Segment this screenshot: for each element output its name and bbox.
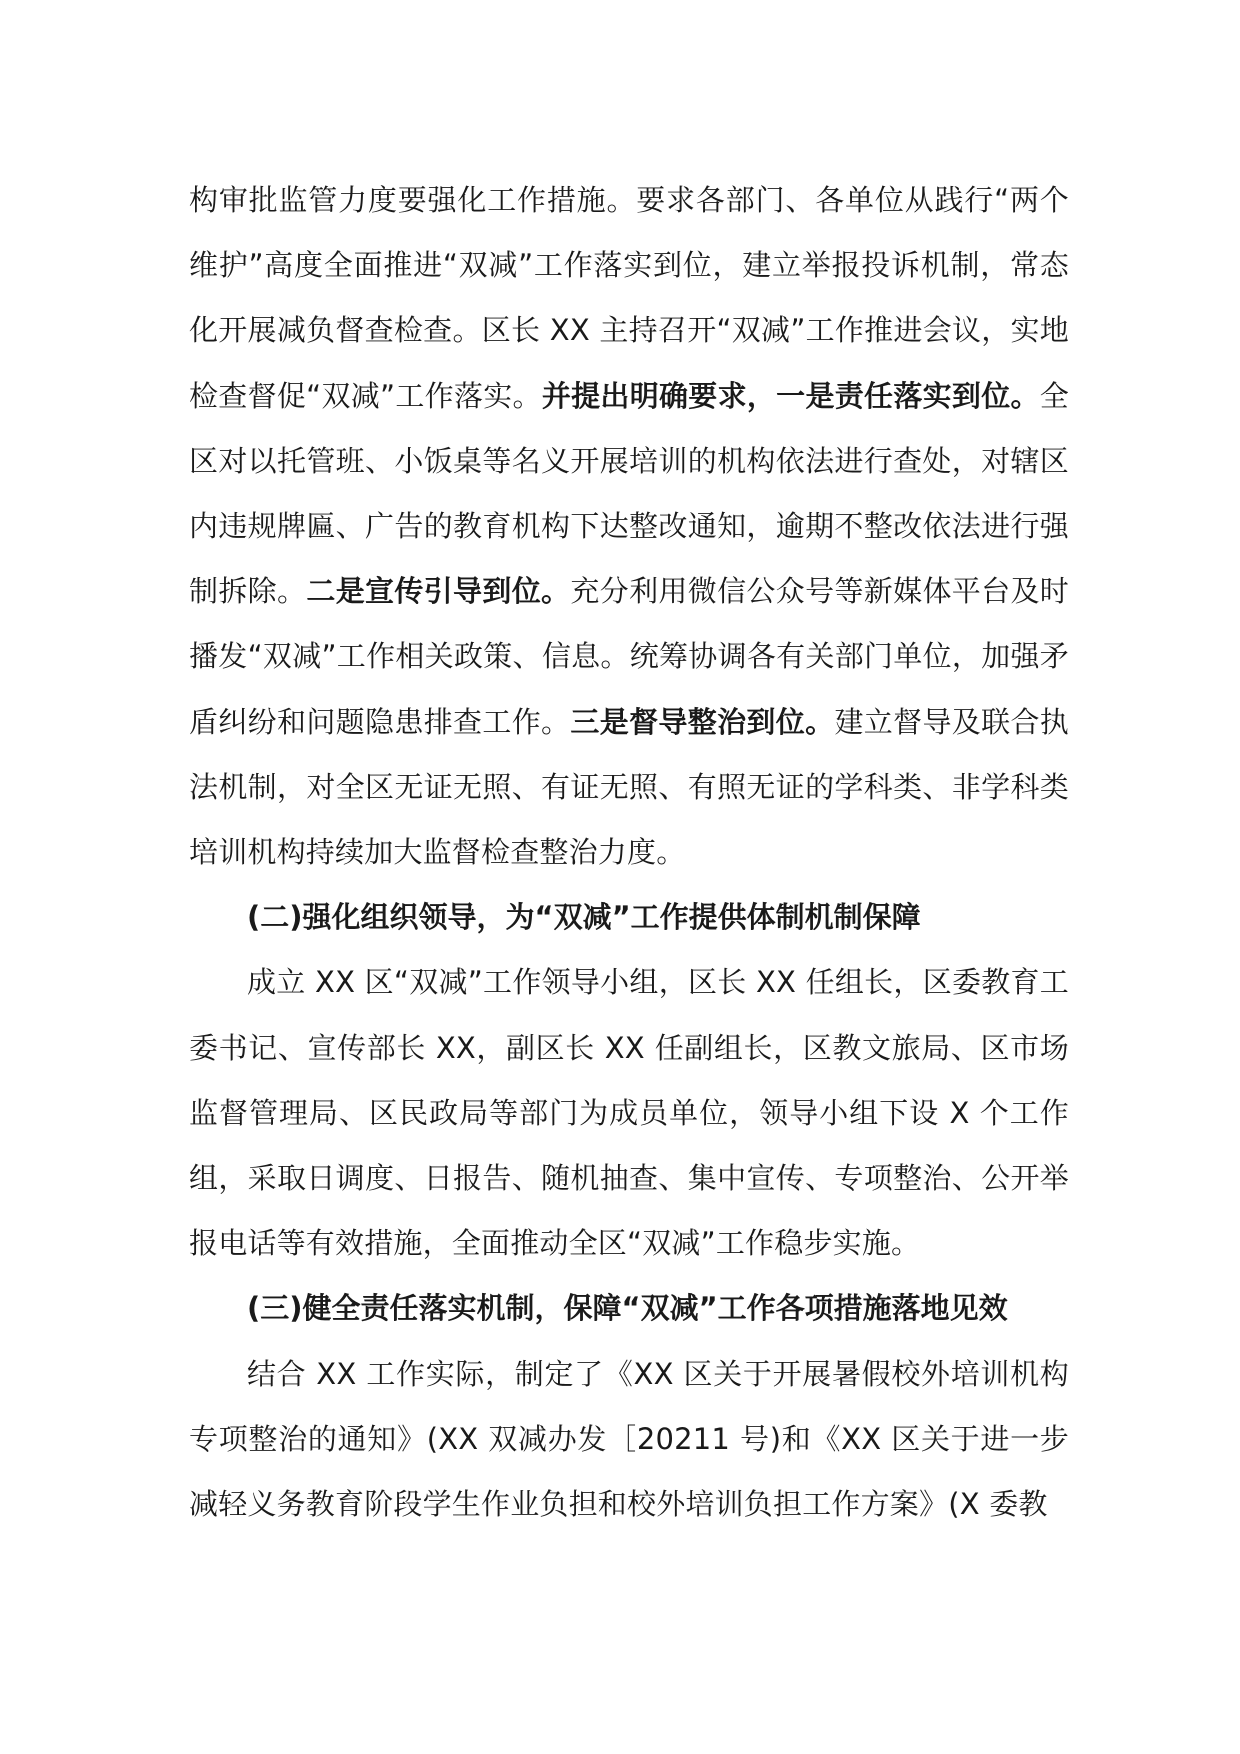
bold-key-point: 二是宣传引导到位。 — [306, 574, 571, 609]
paragraph-text: 构审批监管力度要强化工作措施。要求各部门、各单位从践行“两个维护”高度全面推进“双减”工作落实到位，建立举报投诉机制，常态化开展减负督查检查。区长 XX 主持召开“双减”工作推进会议，实地检查督促“双减”工作落实。 — [189, 183, 1069, 413]
paragraph-text: 充分利用微信公众号等新媒体平台及时播发“双减”工作相关政策、信息。统筹协调各有关部门单位，加强矛盾纠纷和问题隐患排查工作。 — [189, 574, 1069, 739]
document-body — [189, 168, 1069, 1537]
bold-key-point: 三是督导整治到位。 — [570, 704, 835, 739]
section-heading-2: (二)强化组织领导，为“双减”工作提供体制机制保障 — [247, 900, 921, 935]
paragraph-text: 全区对以托管班、小饭桌等名义开展培训的机构依法进行查处，对辖区内违规牌匾、广告的教育机构下达整改通知，逾期不整改依法进行强制拆除。 — [189, 378, 1069, 609]
paragraph-measures — [189, 168, 1069, 885]
section-heading-3: (三)健全责任落实机制，保障“双减”工作各项措施落地见效 — [247, 1291, 1008, 1326]
paragraph-leadership: 成立 XX 区“双减”工作领导小组，区长 XX 任组长，区委教育工委书记、宣传部长 XX，副区长 XX 任副组长，区教文旅局、区市场监督管理局、区民政局等部门为成员单位，领导小组下设 X 个工作组，采取日调度、日报告、随机抽查、集中宣传、专项整治、公开举报电话等有效措施，全面推动全区“双减”工作稳步实施。 — [189, 965, 1069, 1261]
bold-key-point: 并提出明确要求，一是责任落实到位。 — [541, 378, 1040, 413]
paragraph-text: 建立督导及联合执法机制，对全区无证无照、有证无照、有照无证的学科类、非学科类培训机构持续加大监督检查整治力度。 — [189, 704, 1069, 870]
paragraph-responsibility: 结合 XX 工作实际，制定了《XX 区关于开展暑假校外培训机构专项整治的通知》(XX 双减办发［20211 号)和《XX 区关于进一步减轻义务教育阶段学生作业负担和校外培训负担工作方案》(X 委教 — [189, 1356, 1069, 1522]
